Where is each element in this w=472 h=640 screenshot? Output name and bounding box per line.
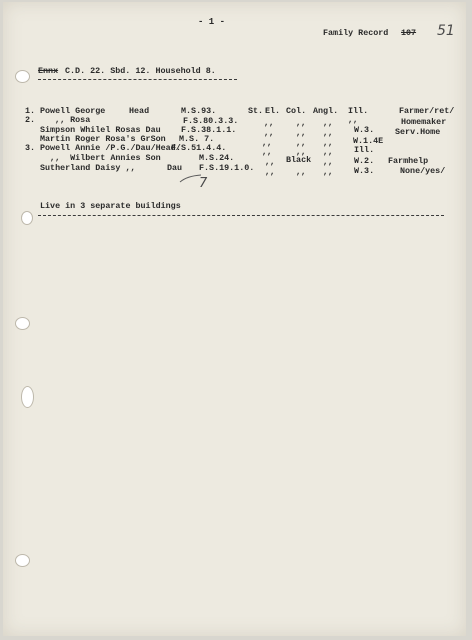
ditto-mark: ,, <box>296 128 307 138</box>
punch-hole-5 <box>15 554 30 567</box>
page-number: - 1 - <box>198 17 226 27</box>
ditto-mark: ,, <box>296 118 307 128</box>
ditto-mark: ,, <box>323 147 334 157</box>
row-name: Powell George <box>40 106 106 116</box>
row-name: Martin Roger Rosa's GrSon <box>40 134 166 144</box>
header-col: Col. <box>286 106 307 116</box>
heading-underline <box>38 79 237 80</box>
ditto-mark: ,, <box>265 167 276 177</box>
ditto-mark: ,, <box>296 147 307 157</box>
row-sex-age: M.S.24. <box>199 153 235 163</box>
ditto-mark: ,, <box>323 118 334 128</box>
row-ill: W.3. <box>354 125 375 135</box>
family-record-handwritten-number: 51 <box>437 23 455 39</box>
row-occupation: Serv.Home <box>395 127 441 137</box>
ditto-mark: ,, <box>323 167 334 177</box>
ditto-mark: ,, <box>264 118 275 128</box>
row-relation: Dau <box>167 163 183 173</box>
black-note: Black <box>286 155 312 165</box>
footer-underline <box>38 215 444 216</box>
row-name: ,, Rosa <box>45 115 91 125</box>
ditto-mark: ,, <box>323 128 334 138</box>
ditto-mark: ,, <box>296 138 307 148</box>
row-occupation: Farmer/ret/ <box>399 106 455 116</box>
header-stat: St. <box>248 106 264 116</box>
handwritten-stroke <box>179 174 203 184</box>
row-relation: Head <box>129 106 150 116</box>
row-sex-age: F.S.19.1.0. <box>199 163 255 173</box>
row-name: Powell Annie /P.G./Dau/Head/ <box>40 143 181 153</box>
header-angl: Angl. <box>313 106 339 116</box>
family-record-label: Family Record <box>323 28 389 38</box>
ditto-mark: ,, <box>323 138 334 148</box>
row-occupation: Homemaker <box>401 117 447 127</box>
ditto-mark: ,, <box>262 138 273 148</box>
row-ill: W.2. <box>354 156 375 166</box>
row-name: ,, Wilbert Annies Son <box>40 153 161 163</box>
ditto-mark: ,, <box>296 167 307 177</box>
row-sex-age: M.S.93. <box>181 106 217 116</box>
row-ill: ,, <box>348 115 359 125</box>
census-heading-struck: Ennx <box>38 66 59 76</box>
ditto-mark: ,, <box>264 128 275 138</box>
row-sex-age: F.S.51.4.4. <box>171 143 227 153</box>
row-ill: W.1.4E <box>353 136 384 146</box>
footer-note: Live in 3 separate buildings <box>40 201 181 211</box>
row-number: 3. <box>25 143 36 153</box>
census-heading: C.D. 22. Sbd. 12. Household 8. <box>65 66 216 76</box>
row-occupation: Farmhelp <box>388 156 429 166</box>
row-sex-age: M.S. 7. <box>179 134 215 144</box>
punch-hole-1 <box>15 70 30 83</box>
header-el: El. <box>265 106 281 116</box>
row-sex-age: F.S.38.1.1. <box>181 125 237 135</box>
row-ill: W.3. <box>354 166 375 176</box>
row-occupation: None/yes/ <box>400 166 446 176</box>
punch-hole-3 <box>15 317 30 330</box>
ditto-mark: ,, <box>262 147 273 157</box>
ditto-mark: ,, <box>323 157 334 167</box>
row-name: Sutherland Daisy ,, <box>40 163 136 173</box>
ditto-mark: ,, <box>265 157 276 167</box>
row-ill: Ill. <box>354 145 375 155</box>
punch-hole-4 <box>21 386 34 408</box>
header-ill: Ill. <box>348 106 369 116</box>
document-page <box>3 2 466 636</box>
row-number: 1. <box>25 106 36 116</box>
punch-hole-2 <box>21 211 33 225</box>
handwritten-margin-mark: 7 <box>199 176 208 191</box>
row-number: 2. <box>25 115 36 125</box>
row-name: Simpson Whilel Rosas Dau <box>40 125 161 135</box>
row-sex-age: F.S.80.3.3. <box>183 116 239 126</box>
family-record-struck-number: 107 <box>401 28 417 38</box>
